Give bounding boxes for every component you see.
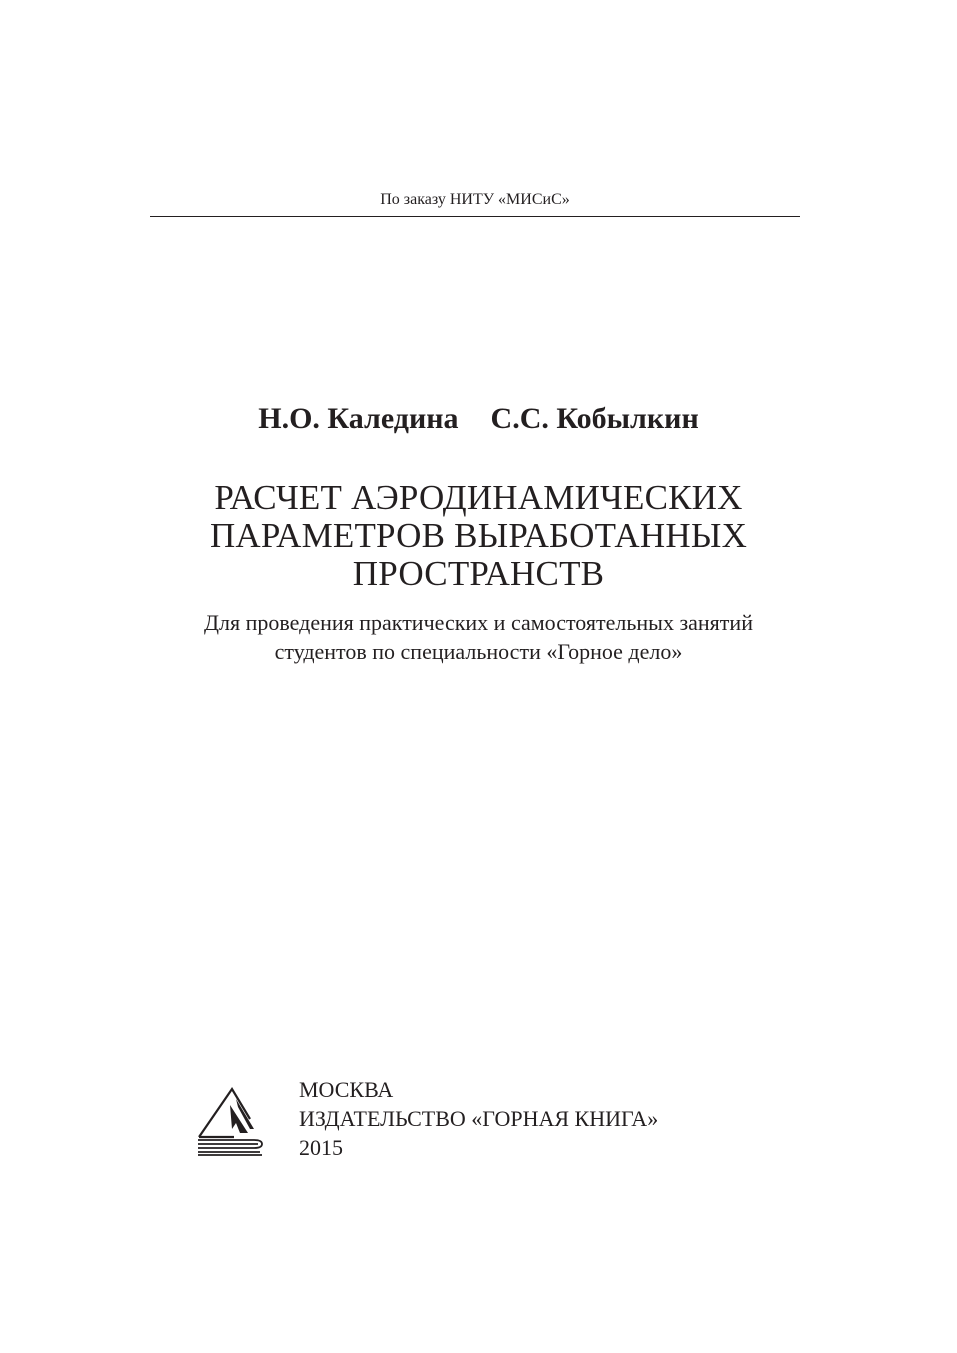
title-line-2: ПАРАМЕТРОВ ВЫРАБОТАННЫХ [209,516,748,555]
header-divider [150,216,800,217]
title-line-1: РАСЧЕТ АЭРОДИНАМИЧЕСКИХ [214,478,743,517]
publisher-mountain-book-logo-icon [196,1085,266,1157]
title-line-3: ПРОСТРАНСТВ [352,554,605,593]
series-note: По заказу НИТУ «МИСиС» [380,191,570,208]
imprint-city: МОСКВА [299,1077,394,1102]
author-1: Н.О. Каледина [258,402,459,435]
author-2: С.С. Кобылкин [490,402,699,435]
book-title [0,479,957,593]
imprint [299,1075,658,1162]
imprint-publisher: ИЗДАТЕЛЬСТВО «ГОРНАЯ КНИГА» [299,1106,659,1131]
imprint-year: 2015 [299,1135,343,1160]
subtitle-line-2: студентов по специальности «Горное дело» [274,639,683,664]
subtitle-line-1: Для проведения практических и самостоятельных занятий [204,610,753,635]
authors [0,400,957,438]
book-subtitle [0,608,957,666]
